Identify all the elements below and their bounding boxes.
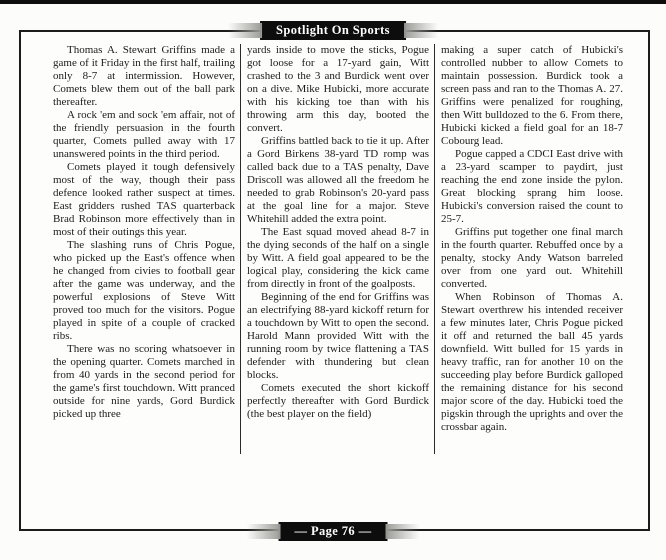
article-column-3 xyxy=(441,44,623,460)
article-column-1 xyxy=(53,44,235,460)
article-columns xyxy=(53,44,629,460)
page-number-label: — Page 76 — xyxy=(294,524,372,538)
paragraph: Comets executed the short kickoff perfectly thereafter with Gord Burdick (the best player on the field) xyxy=(247,382,429,420)
paragraph: Comets played it tough defensively most of the way, though their pass defence looked rather suspect at times. East gridders rushed TAS quarterback Brad Robinson more effectively than in most of their outings this year. xyxy=(53,161,235,238)
column-divider-2 xyxy=(434,44,435,454)
paragraph: Beginning of the end for Griffins was an electrifying 88-yard kickoff return for a touchdown by Witt to open the second. Harold Mann provided Witt with the running room by twice flattening a TAS defender with thundering but clean blocks. xyxy=(247,291,429,381)
paragraph: There was no scoring whatsoever in the opening quarter. Comets marched in from 40 yards in the second period for the game's first touchdown. Witt pranced outside for nine yards, Gord Burdick picked up three xyxy=(53,343,235,420)
paragraph: Thomas A. Stewart Griffins made a game of it Friday in the first half, trailing only 8-7 at intermission. However, Comets blew them out of the ball park thereafter. xyxy=(53,44,235,108)
page-number-banner xyxy=(279,522,388,541)
column-divider-1 xyxy=(240,44,241,454)
paragraph: yards inside to move the sticks, Pogue got loose for a 17-yard gain, Witt crashed to the 3 and Burdick went over on a dive. Mike Hubicki, more accurate with his kicking toe than with his throwing arm this day, booted the convert. xyxy=(247,44,429,134)
paragraph: When Robinson of Thomas A. Stewart overthrew his intended receiver a few minutes later, Chris Pogue picked it off and returned the ball 45 yards downfield. Witt bulled for 15 yards in heavy traffic, ran for another 10 on the succeeding play before Burdick galloped the remaining distance for his second major score of the day. Hubicki toed the pigskin through the uprights and over the crossbar again. xyxy=(441,291,623,433)
paragraph: The slashing runs of Chris Pogue, who picked up the East's offence when he changed from civies to football gear after the game was underway, and the powerful explosions of Steve Witt proved too much for the visitors. Pogue played in spite of a couple of cracked ribs. xyxy=(53,239,235,342)
section-banner xyxy=(260,21,406,40)
paragraph: A rock 'em and sock 'em affair, not of the friendly persuasion in the fourth quarter, Comets pulled away with 17 unanswered points in the third period. xyxy=(53,109,235,160)
paragraph: The East squad moved ahead 8-7 in the dying seconds of the half on a single by Witt. A field goal appeared to be the logical play, considering the kick came from directly in front of the goalposts. xyxy=(247,226,429,290)
page-top-scan-bar xyxy=(0,0,666,4)
paragraph: Griffins battled back to tie it up. After a Gord Birkens 38-yard TD romp was called back due to a TAS penalty, Dave Driscoll was allowed all the freedom he needed to grab Robinson's 20-yard pass at the goal line for a major. Steve Whitehill added the extra point. xyxy=(247,135,429,225)
paragraph: Griffins put together one final march in the fourth quarter. Rebuffed once by a penalty, stocky Andy Watson barreled over from one yard out. Whitehill converted. xyxy=(441,226,623,290)
paragraph: making a super catch of Hubicki's controlled nubber to allow Comets to maintain possession. Burdick took a screen pass and ran to the Thomas A. 27. Griffins were penalized for roughing, then Witt bulldozed to the 6. From there, Hubicki kicked a field goal for an 18-7 Cobourg lead. xyxy=(441,44,623,147)
article-column-2 xyxy=(247,44,429,460)
section-banner-label: Spotlight On Sports xyxy=(276,23,390,37)
paragraph: Pogue capped a CDCI East drive with a 23-yard scamper to paydirt, just reaching the end zone inside the pylon. Great blocking sprang him loose. Hubicki's conversion raised the count to 25-7. xyxy=(441,148,623,225)
